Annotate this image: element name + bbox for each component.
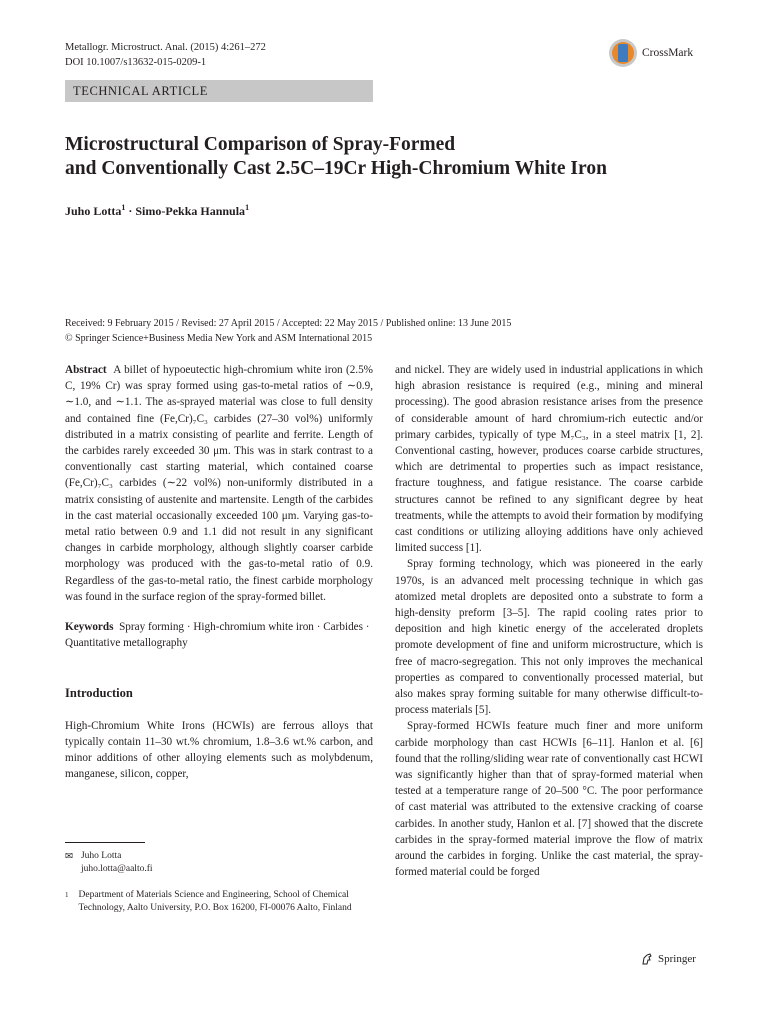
author-separator: · [125,204,136,218]
keywords-text: Spray forming · High-chromium white iron · Carbides · Quantitative metallography [65,621,370,650]
journal-citation: Metallogr. Microstruct. Anal. (2015) 4:261–272 [65,42,266,53]
footnote-divider [65,842,145,843]
keywords-label: Keywords [65,621,114,634]
section-heading: Introduction [65,686,133,701]
title-line-2: and Conventionally Cast 2.5C–19Cr High-Chromium White Iron [65,158,607,179]
affiliation-text: Department of Materials Science and Engineering, School of Chemical Technology, Aalto University, P.O. Box 16200, FI-00076 Aalto, Finland [78,890,352,913]
author-list [65,203,249,219]
abstract [65,362,373,605]
author-affil-sup: 1 [245,203,250,212]
abstract-label: Abstract [65,364,107,376]
doi[interactable]: DOI 10.1007/s13632-015-0209-1 [65,57,207,68]
keywords [65,619,373,651]
copyright-line: © Springer Science+Business Media New York and ASM International 2015 [65,333,373,344]
title-line-1: Microstructural Comparison of Spray-Formed [65,134,456,155]
footnotes [65,850,373,915]
body-paragraph: High-Chromium White Irons (HCWIs) are ferrous alloys that typically contain 11–30 wt.% chromium, 1.8–3.6 wt.% carbon, and minor additions of other alloying elements such as molybdenum, manganese, silicon, copper, [65,719,373,781]
left-column [65,362,373,782]
contact-name: Juho Lotta [80,851,122,861]
body-paragraph: Spray forming technology, which was pioneered in the early 1970s, is an advanced melt processing technique in which gas atomized metal droplets are deposited onto a substrate to form a high-density preform [3–5]. The rapid cooling rates prior to deposition and high kinetic energy of the accelerated droplets promote development of fine and uniform microstructure, which is free of macro-segregation. This not only improves the mechanical properties as compared to conventionally processed material, but also makes spray forming suitable for many otherwise difficult-to-process materials [5]. [395,558,703,717]
springer-horse-icon [640,952,654,966]
abstract-text: A billet of hypoeutectic high-chromium white iron (2.5% C, 19% Cr) was spray formed using gas-to-metal ratios of ∼0.9, ∼1.0, and ∼1.1. The as-sprayed material was close to full density and contained fine (Fe,Cr)₇C₃ carbides (27–30 vol%) uniformly distributed in a matrix consisting of pearlite and ferrite. Length of the carbides rarely exceeded 30 μm. This was in stark contrast to a conventionally cast starting material, which contained coarse (Fe,Cr)₇C₃ carbides (∼22 vol%) non-uniformly distributed in a matrix consisting of austenite and martensite. Length of the carbides in the cast material occasionally exceeded 100 μm. Varying gas-to-metal ratio between 0.9 and 1.1 did not result in any significant changes in carbide morphology, although slightly coarser carbide morphology was produced with the gas-to-metal ratio of 0.9. Regardless of the gas-to-metal ratio, the finest carbide morphology was found in the surface region of the spray-formed billet. [65,364,374,603]
crossmark-badge[interactable] [608,38,693,68]
publisher-footer [640,952,696,966]
body-paragraph: and nickel. They are widely used in industrial applications in which high abrasion resistance is required (e.g., mining and mineral processing). The good abrasion resistance arises from the presence of considerable amount of hard chromium-rich eutectic and/or primary carbides, typically of type M₇C₃, in a steel matrix [1, 2]. Conventional casting, however, produces coarse carbide structures, which are detrimental to properties such as impact resistance, fracture toughness, and fatigue resistance. The coarse carbide structures cannot be refined to any significant degree by heat treatments, while the attempts to avoid their formation by modifying cast conditions or utilizing alloying additions have only achieved limited success [1]. [395,364,703,555]
right-column [395,362,703,881]
publication-dates [65,316,511,346]
article-type-banner: TECHNICAL ARTICLE [65,80,373,102]
affiliation-number: 1 [65,891,69,899]
author-name[interactable]: Juho Lotta [65,204,122,218]
journal-header [65,40,266,70]
author-affil-sup: 1 [121,203,126,212]
contact-email[interactable]: juho.lotta@aalto.fi [80,864,153,874]
publisher-name: Springer [658,953,696,965]
affiliation [65,889,373,915]
paper-title [65,133,705,181]
envelope-icon: ✉ [65,851,73,862]
crossmark-label: CrossMark [642,47,694,59]
crossmark-icon [608,38,638,68]
author-name[interactable]: Simo-Pekka Hannula [135,204,246,218]
history-line: Received: 9 February 2015 / Revised: 27 April 2015 / Accepted: 22 May 2015 / Published online: 13 June 2015 [65,318,512,329]
contact-block [65,850,373,876]
body-paragraph: Spray-formed HCWIs feature much finer and more uniform carbide morphology than cast HCWIs [6–11]. Hanlon et al. [6] found that the rolling/sliding wear rate of conventionally cast HCWI was significantly higher than that of spray-formed material when tested at a temperature range of 20–500 °C. The poor performance of cast material was attributed to the extensive cracking of coarse carbides. In another study, Hanlon et al. [7] showed that the discrete carbides in the spray-formed material improve the flow of matrix around the carbides in forging. Unlike the cast material, the spray-formed material could be forged [395,720,703,879]
